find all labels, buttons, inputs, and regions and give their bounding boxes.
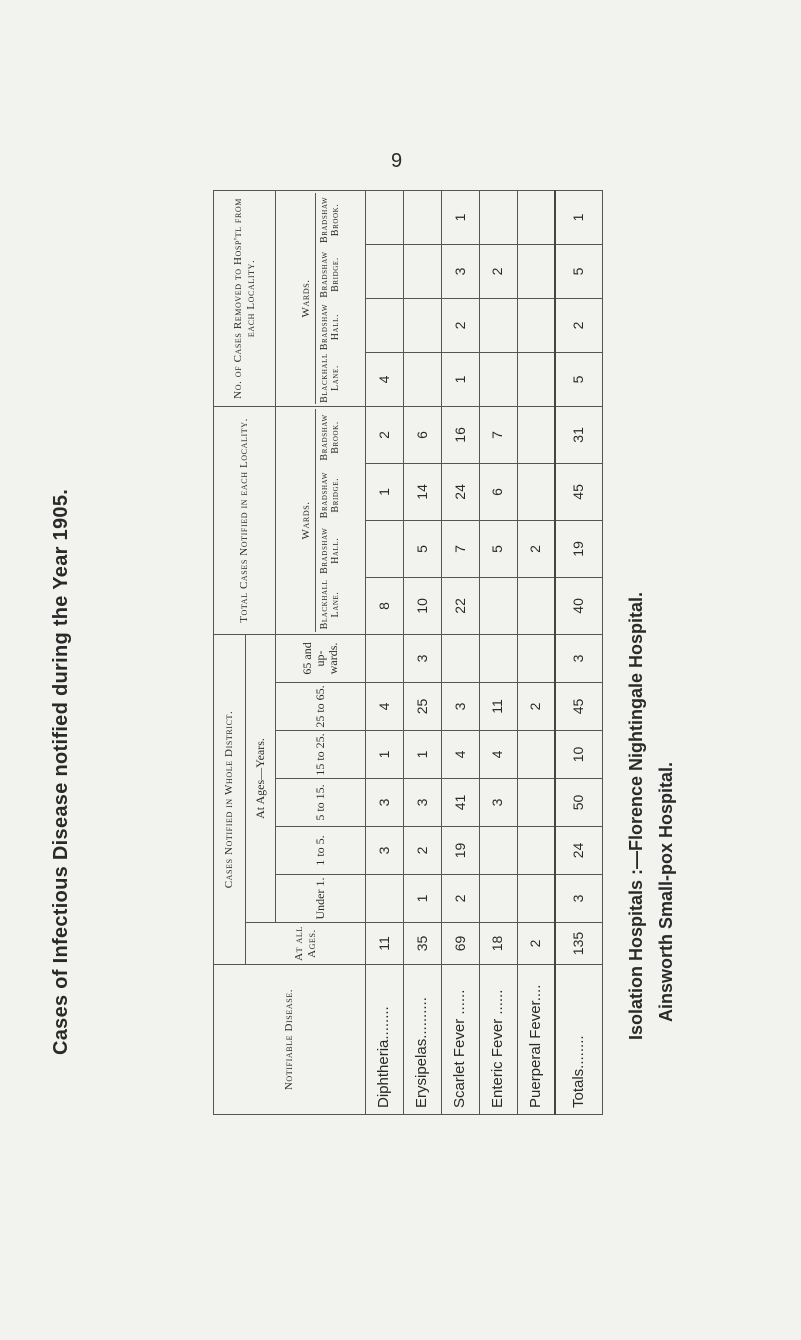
totals-row — [555, 190, 602, 1114]
all-ages-cell: 35 — [403, 923, 441, 965]
age-total: 50 — [555, 779, 602, 827]
age-cell — [517, 827, 555, 875]
locality-total: 31 — [555, 406, 602, 463]
age-cell: 4 — [479, 731, 517, 779]
ward-name: Bradshaw Brook. — [319, 414, 342, 461]
disease-name: Enteric Fever ...... — [479, 965, 517, 1115]
age-total: 10 — [555, 731, 602, 779]
removed-cell — [479, 298, 517, 352]
removed-total: 2 — [555, 298, 602, 352]
age-group-header: 1 to 5. — [276, 827, 366, 875]
smallpox-hospital-line: Ainsworth Small-pox Hospital. — [656, 761, 676, 1022]
header-all-ages: At all Ages. — [246, 923, 366, 965]
age-cell — [479, 634, 517, 682]
age-cell — [366, 875, 404, 923]
age-group-header: Under 1. — [276, 875, 366, 923]
locality-total-cell: 10 — [403, 577, 441, 634]
age-total: 45 — [555, 683, 602, 731]
age-cell — [517, 731, 555, 779]
ward-name: Bradshaw Hall. — [319, 527, 342, 574]
all-ages-cell: 11 — [366, 923, 404, 965]
page-title: Cases of Infectious Disease notified during the Year 1905. — [50, 488, 72, 1055]
age-group-header: 25 to 65. — [276, 683, 366, 731]
removed-cell — [366, 298, 404, 352]
ward-name: Bradshaw Bridge. — [319, 472, 342, 519]
table-row — [441, 190, 479, 1114]
age-cell: 3 — [479, 779, 517, 827]
locality-total-cell: 8 — [366, 577, 404, 634]
age-cell: 19 — [441, 827, 479, 875]
removed-cell — [366, 190, 404, 244]
locality-total: 40 — [555, 577, 602, 634]
all-ages-total: 135 — [555, 923, 602, 965]
infectious-disease-table — [213, 198, 603, 1115]
header-at-ages: At Ages—Years. — [246, 634, 276, 922]
ward-name: Bradshaw Brook. — [319, 196, 342, 244]
removed-cell: 2 — [479, 244, 517, 298]
locality-total-cell: 2 — [366, 406, 404, 463]
age-cell — [479, 875, 517, 923]
disease-name: Diphtheria........ — [366, 965, 404, 1115]
removed-cell: 1 — [441, 190, 479, 244]
age-total: 24 — [555, 827, 602, 875]
wards-label: Wards. — [300, 193, 316, 404]
removed-cell: 4 — [366, 352, 404, 406]
disease-name: Scarlet Fever ...... — [441, 965, 479, 1115]
table-row — [479, 190, 517, 1114]
locality-total-cell: 14 — [403, 463, 441, 520]
age-cell: 3 — [403, 634, 441, 682]
ward-name: Blackhall Lane. — [319, 579, 342, 630]
removed-cell: 1 — [441, 352, 479, 406]
removed-total: 1 — [555, 190, 602, 244]
all-ages-cell: 69 — [441, 923, 479, 965]
header-wards-total — [276, 406, 366, 634]
age-cell: 1 — [366, 731, 404, 779]
locality-total: 45 — [555, 463, 602, 520]
all-ages-cell: 2 — [517, 923, 555, 965]
removed-cell — [517, 298, 555, 352]
locality-total-cell: 1 — [366, 463, 404, 520]
locality-total-cell: 7 — [479, 406, 517, 463]
removed-cell — [366, 244, 404, 298]
header-whole-district: Cases Notified in Whole District. — [214, 634, 246, 964]
all-ages-cell: 18 — [479, 923, 517, 965]
age-cell: 2 — [441, 875, 479, 923]
age-group-header: 15 to 25. — [276, 731, 366, 779]
ward-name: Bradshaw Hall. — [319, 303, 342, 351]
removed-cell — [517, 352, 555, 406]
age-cell: 2 — [517, 683, 555, 731]
locality-total-cell: 5 — [479, 520, 517, 577]
age-cell: 25 — [403, 683, 441, 731]
age-group-header: 5 to 15. — [276, 779, 366, 827]
locality-total-cell: 5 — [403, 520, 441, 577]
table-row — [366, 190, 404, 1114]
age-cell — [479, 827, 517, 875]
age-cell: 41 — [441, 779, 479, 827]
disease-name: Puerperal Fever.... — [517, 965, 555, 1115]
locality-total-cell: 16 — [441, 406, 479, 463]
age-cell: 4 — [441, 731, 479, 779]
removed-cell — [403, 298, 441, 352]
header-total-notified: Total Cases Notified in each Locality. — [214, 406, 276, 634]
removed-cell — [479, 352, 517, 406]
removed-cell — [479, 190, 517, 244]
header-wards-removed — [276, 190, 366, 406]
age-cell: 3 — [366, 779, 404, 827]
ward-name: Bradshaw Bridge. — [319, 251, 342, 298]
removed-cell — [403, 244, 441, 298]
locality-total-cell — [517, 406, 555, 463]
header-notifiable-disease: Notifiable Disease. — [214, 965, 366, 1115]
removed-cell — [403, 352, 441, 406]
locality-total-cell — [479, 577, 517, 634]
age-cell: 3 — [441, 683, 479, 731]
age-cell: 3 — [403, 779, 441, 827]
header-removed-to-hospital: No. of Cases Removed to Hosp'tl from each Locality. — [214, 190, 276, 406]
age-cell — [441, 634, 479, 682]
isolation-hospitals-line: Isolation Hospitals :—Florence Nightingale Hospital. — [626, 591, 646, 1040]
age-cell: 2 — [403, 827, 441, 875]
removed-cell: 3 — [441, 244, 479, 298]
disease-name: Erysipelas.......... — [403, 965, 441, 1115]
locality-total-cell — [517, 463, 555, 520]
age-cell — [366, 634, 404, 682]
locality-total-cell: 7 — [441, 520, 479, 577]
age-cell: 4 — [366, 683, 404, 731]
age-cell — [517, 634, 555, 682]
wards-label: Wards. — [300, 409, 316, 632]
age-total: 3 — [555, 634, 602, 682]
age-cell — [517, 875, 555, 923]
locality-total-cell: 6 — [403, 406, 441, 463]
locality-total: 19 — [555, 520, 602, 577]
locality-total-cell: 24 — [441, 463, 479, 520]
locality-total-cell: 22 — [441, 577, 479, 634]
page-number: 9 — [391, 150, 403, 172]
age-group-header: 65 and up-wards. — [276, 634, 366, 682]
table-row — [403, 190, 441, 1114]
age-cell: 11 — [479, 683, 517, 731]
removed-cell — [517, 190, 555, 244]
age-cell: 3 — [366, 827, 404, 875]
removed-cell — [517, 244, 555, 298]
removed-cell — [403, 190, 441, 244]
locality-total-cell: 2 — [517, 520, 555, 577]
removed-total: 5 — [555, 244, 602, 298]
age-total: 3 — [555, 875, 602, 923]
ward-name: Blackhall Lane. — [319, 353, 342, 403]
locality-total-cell: 6 — [479, 463, 517, 520]
locality-total-cell — [517, 577, 555, 634]
age-cell: 1 — [403, 875, 441, 923]
age-cell — [517, 779, 555, 827]
totals-label: Totals........ — [555, 965, 602, 1115]
table-row — [517, 190, 555, 1114]
age-cell: 1 — [403, 731, 441, 779]
removed-total: 5 — [555, 352, 602, 406]
locality-total-cell — [366, 520, 404, 577]
removed-cell: 2 — [441, 298, 479, 352]
